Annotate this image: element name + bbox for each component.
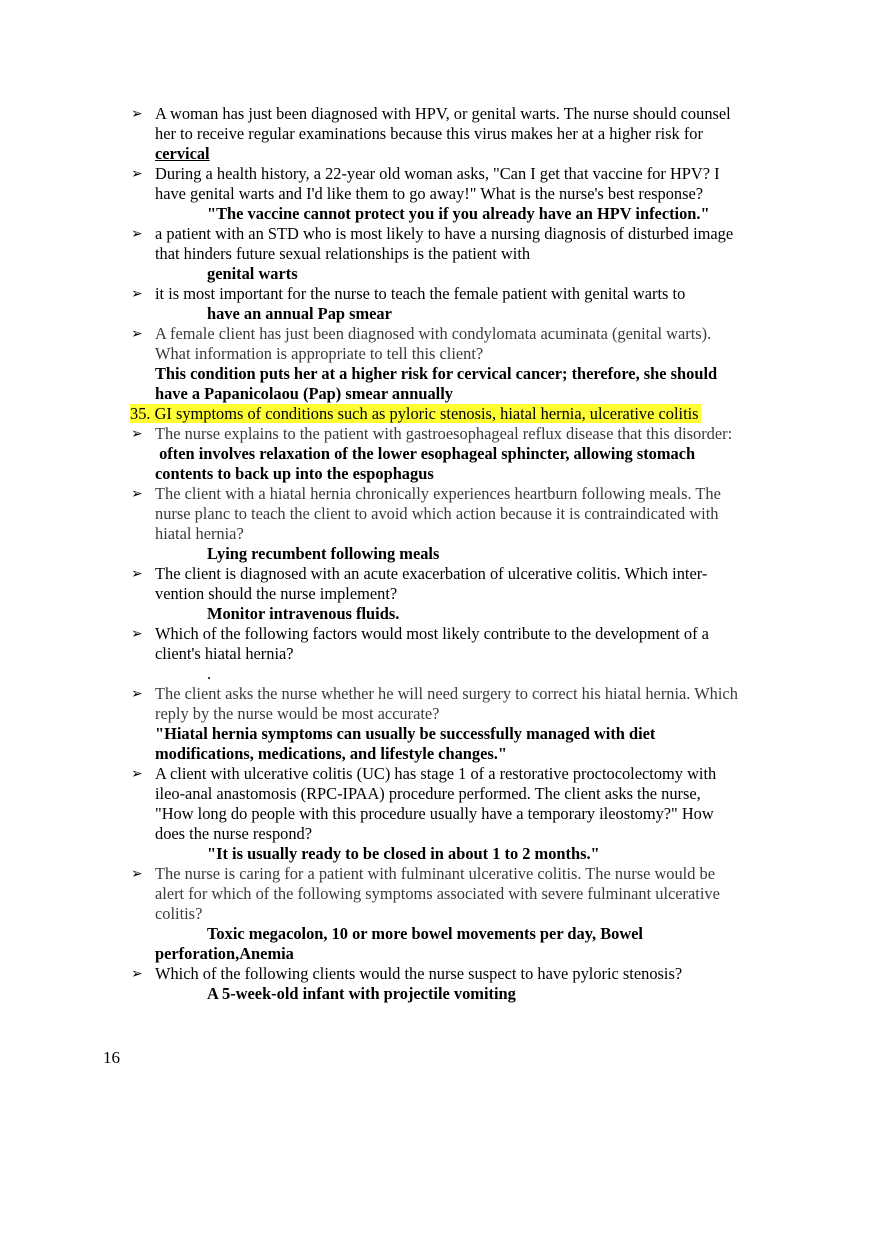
question-text: The client with a hiatal hernia chronically experiences heartburn following meals. The <box>155 484 721 503</box>
bullet-arrow-icon: ➢ <box>131 966 143 982</box>
list-item <box>131 684 785 764</box>
answer-text: Lying recumbent following meals <box>207 544 440 563</box>
bullet-arrow-icon: ➢ <box>131 686 143 702</box>
answer-text: genital warts <box>207 264 298 283</box>
question-text: have genital warts and I'd like them to go away!" What is the nurse's best response? <box>155 184 704 203</box>
list-item <box>131 624 785 684</box>
question-text: client's hiatal hernia? <box>155 644 294 663</box>
highlighted-heading-text: 35. GI symptoms of conditions such as pyloric stenosis, hiatal hernia, ulcerative colitis <box>130 404 699 423</box>
list-item <box>131 164 785 224</box>
bullet-arrow-icon: ➢ <box>131 866 143 882</box>
question-text: does the nurse respond? <box>155 824 313 843</box>
question-text: that hinders future sexual relationships is the patient with <box>155 244 531 263</box>
list-item <box>131 564 785 624</box>
answer-text: . <box>207 664 212 683</box>
question-text: hiatal hernia? <box>155 524 244 543</box>
bullet-arrow-icon: ➢ <box>131 626 143 642</box>
question-text: Which of the following clients would the nurse suspect to have pyloric stenosis? <box>155 964 683 983</box>
answer-text: "The vaccine cannot protect you if you already have an HPV infection." <box>207 204 710 223</box>
answer-text: cervical <box>155 144 210 163</box>
list-item <box>131 764 785 864</box>
question-text: nurse planc to teach the client to avoid which action because it is contraindicated with <box>155 504 719 523</box>
question-text: alert for which of the following symptoms associated with severe fulminant ulcerative <box>155 884 720 903</box>
list-item <box>131 104 785 164</box>
list-item <box>131 324 785 404</box>
question-text: Which of the following factors would most likely contribute to the development of a <box>155 624 709 643</box>
question-text: A woman has just been diagnosed with HPV, or genital warts. The nurse should counsel <box>155 104 731 123</box>
answer-text: A 5-week-old infant with projectile vomiting <box>207 984 516 1003</box>
bullet-arrow-icon: ➢ <box>131 566 143 582</box>
answer-text: Monitor intravenous fluids. <box>207 604 400 623</box>
question-text: her to receive regular examinations because this virus makes her at a higher risk for <box>155 124 703 143</box>
question-text: a patient with an STD who is most likely to have a nursing diagnosis of disturbed image <box>155 224 734 243</box>
list-item <box>131 484 785 564</box>
list-item <box>131 964 785 1004</box>
question-text: A client with ulcerative colitis (UC) has stage 1 of a restorative proctocolectomy with <box>155 764 717 783</box>
answer-text: often involves relaxation of the lower esophageal sphincter, allowing stomach <box>155 444 696 463</box>
section-heading <box>130 404 785 424</box>
question-text: During a health history, a 22-year old woman asks, "Can I get that vaccine for HPV? I <box>155 164 720 183</box>
question-text: vention should the nurse implement? <box>155 584 398 603</box>
question-text: The client is diagnosed with an acute exacerbation of ulcerative colitis. Which inter- <box>155 564 708 583</box>
list-item <box>131 424 785 484</box>
answer-text: have an annual Pap smear <box>207 304 392 323</box>
question-text: colitis? <box>155 904 203 923</box>
bullet-arrow-icon: ➢ <box>131 426 143 442</box>
bullet-arrow-icon: ➢ <box>131 326 143 342</box>
answer-text: perforation,Anemia <box>155 944 294 963</box>
list-item <box>131 224 785 284</box>
page-content <box>130 104 785 1004</box>
question-text: "How long do people with this procedure usually have a temporary ileostomy?" How <box>155 804 714 823</box>
question-text: The nurse explains to the patient with gastroesophageal reflux disease that this disorder: <box>155 424 733 443</box>
answer-text: modifications, medications, and lifestyle changes." <box>155 744 507 763</box>
bullet-arrow-icon: ➢ <box>131 106 143 122</box>
bullet-arrow-icon: ➢ <box>131 486 143 502</box>
question-text: it is most important for the nurse to teach the female patient with genital warts to <box>155 284 686 303</box>
answer-text: "It is usually ready to be closed in about 1 to 2 months." <box>207 844 600 863</box>
answer-text: "Hiatal hernia symptoms can usually be successfully managed with diet <box>155 724 656 743</box>
question-text: A female client has just been diagnosed with condylomata acuminata (genital warts). <box>155 324 712 343</box>
list-item <box>131 284 785 324</box>
question-text: What information is appropriate to tell this client? <box>155 344 484 363</box>
answer-text: have a Papanicolaou (Pap) smear annually <box>155 384 453 403</box>
bullet-arrow-icon: ➢ <box>131 286 143 302</box>
answer-text: contents to back up into the espophagus <box>155 464 434 483</box>
bullet-arrow-icon: ➢ <box>131 766 143 782</box>
page-number: 16 <box>103 1048 120 1067</box>
question-text: The nurse is caring for a patient with fulminant ulcerative colitis. The nurse would be <box>155 864 716 883</box>
question-text: ileo-anal anastomosis (RPC-IPAA) procedure performed. The client asks the nurse, <box>155 784 701 803</box>
question-text: The client asks the nurse whether he will need surgery to correct his hiatal hernia. Which <box>155 684 738 703</box>
list-item <box>131 864 785 964</box>
question-text: reply by the nurse would be most accurate? <box>155 704 440 723</box>
bullet-arrow-icon: ➢ <box>131 166 143 182</box>
bullet-arrow-icon: ➢ <box>131 226 143 242</box>
answer-text: Toxic megacolon, 10 or more bowel movements per day, Bowel <box>207 924 643 943</box>
answer-text: This condition puts her at a higher risk for cervical cancer; therefore, she should <box>155 364 718 383</box>
